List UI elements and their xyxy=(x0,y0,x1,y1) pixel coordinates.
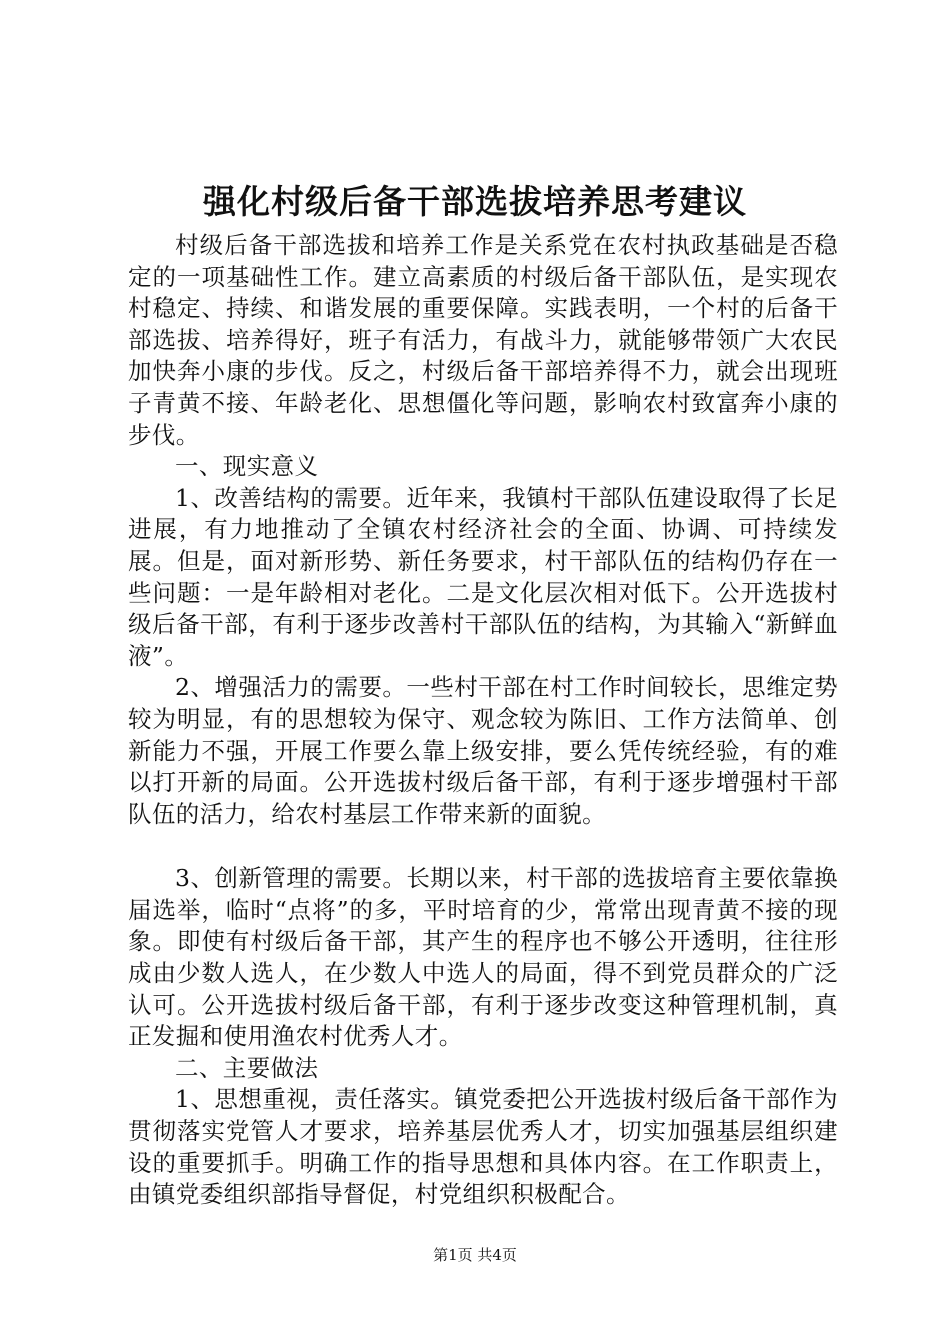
document-title: 强化村级后备干部选拔培养思考建议 xyxy=(203,182,747,221)
paragraph-vitality-need: 2、增强活力的需要。一些村干部在村工作时间较长，思维定势较为明显，有的思想较为保守、观念较为陈旧、工作方法简单、创新能力不强，开展工作要么靠上级安排，要么凭传统经验，有的难以打开新的局面。公开选拔村级后备干部，有利于逐步增强村干部队伍的活力，给农村基层工作带来新的面貌。 xyxy=(128,673,838,828)
intro-paragraph: 村级后备干部选拔和培养工作是关系党在农村执政基础是否稳定的一项基础性工作。建立高素质的村级后备干部队伍，是实现农村稳定、持续、和谐发展的重要保障。实践表明，一个村的后备干部选拔、培养得好，班子有活力，有战斗力，就能够带领广大农民加快奔小康的步伐。反之，村级后备干部培养得不力，就会出现班子青黄不接、年龄老化、思想僵化等问题，影响农村致富奔小康的步伐。 xyxy=(128,231,838,449)
paragraph-gap xyxy=(128,830,838,863)
page-footer: 第1页 共4页 xyxy=(433,1246,517,1264)
paragraph-responsibility: 1、思想重视，责任落实。镇党委把公开选拔村级后备干部作为贯彻落实党管人才要求，培养基层优秀人才，切实加强基层组织建设的重要抓手。明确工作的指导思想和具体内容。在工作职责上，由镇党委组织部指导督促，村党组织积极配合。 xyxy=(128,1085,838,1209)
document-body xyxy=(128,230,838,1211)
section-heading-significance: 一、现实意义 xyxy=(175,452,319,481)
paragraph-management-need: 3、创新管理的需要。长期以来，村干部的选拔培育主要依靠换届选举，临时“点将”的多，平时培育的少，常常出现青黄不接的现象。即使有村级后备干部，其产生的程序也不够公开透明，往往形成由少数人选人，在少数人中选人的局面，得不到党员群众的广泛认可。公开选拔村级后备干部，有利于逐步改变这种管理机制，真正发掘和使用渔农村优秀人才。 xyxy=(128,864,838,1051)
section-heading-practices: 二、主要做法 xyxy=(175,1053,319,1082)
paragraph-structure-need: 1、改善结构的需要。近年来，我镇村干部队伍建设取得了长足进展，有力地推动了全镇农村经济社会的全面、协调、可持续发展。但是，面对新形势、新任务要求，村干部队伍的结构仍存在一些问题：一是年龄相对老化。二是文化层次相对低下。公开选拔村级后备干部，有利于逐步改善村干部队伍的结构，为其输入“新鲜血液”。 xyxy=(128,483,838,670)
